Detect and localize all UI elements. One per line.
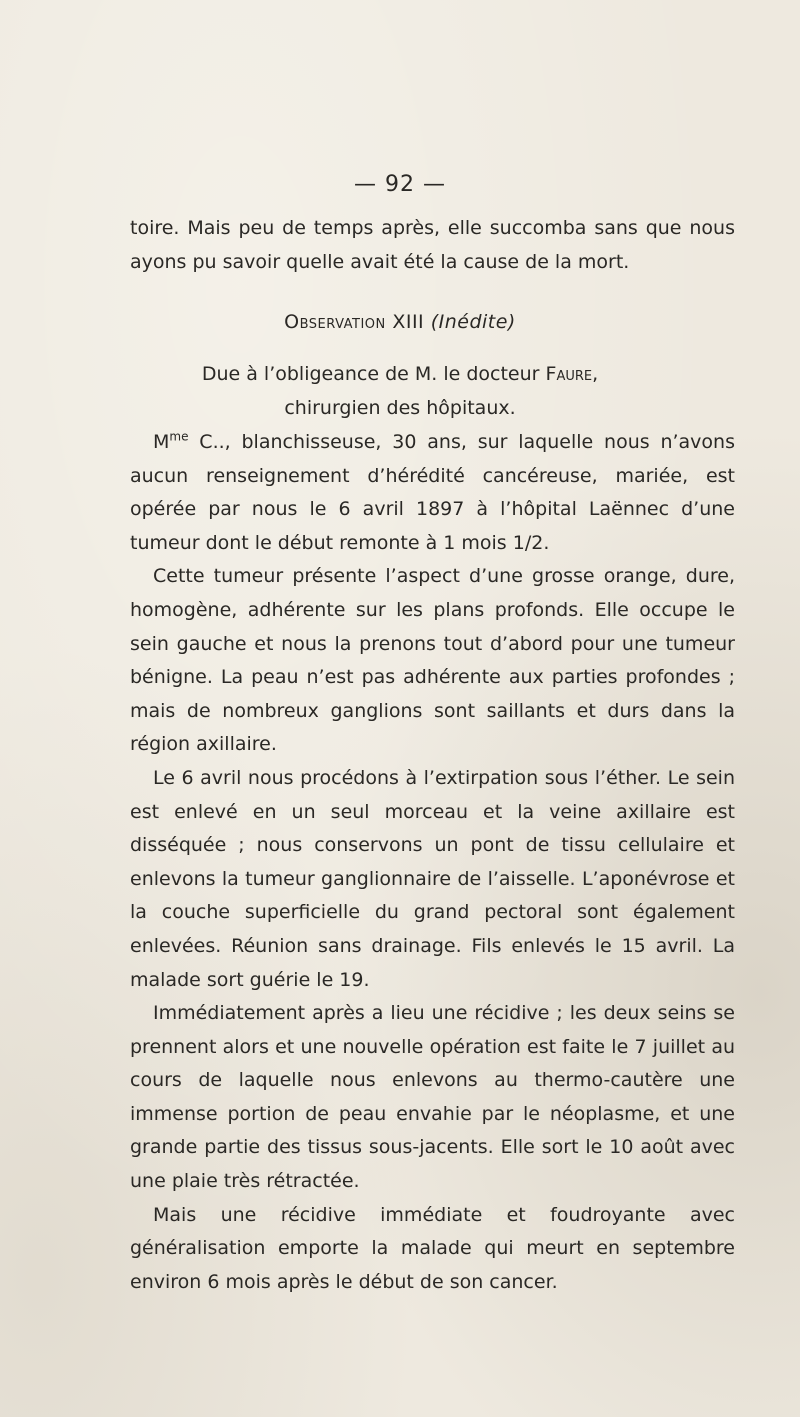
credit-suffix: ,: [592, 363, 599, 385]
credit-line-2: chirurgien des hôpitaux.: [284, 396, 516, 419]
credit-line-1: [0, 358, 800, 392]
observation-credit: [0, 358, 800, 425]
observation-number: XIII: [392, 311, 425, 333]
credit-prefix: Due à l’obligeance de M. le docteur: [201, 363, 546, 385]
observation-body: [130, 426, 735, 1299]
observation-status: (Inédite): [430, 311, 516, 333]
paragraph-recurrence: Immédiatement après a lieu une récidive ; les deux seins se prennent alors et une nouvelle opération est faite le 7 juillet au cours de laquelle nous enlevons au thermo-cautère une immense portion de peau envahie par le néoplasme, et une grande partie des tissus sous-jacents. Elle sort le 10 août avec une plaie très rétractée.: [130, 1002, 735, 1193]
doctor-name: Faure: [545, 363, 593, 385]
observation-label: Observation: [284, 311, 386, 333]
patient-title: M: [153, 431, 170, 453]
page-number: — 92 —: [354, 172, 446, 197]
observation-heading: [0, 311, 800, 333]
intro-paragraph: [130, 212, 735, 279]
patient-text: C.., blanchisseuse, 30 ans, sur laquelle nous n’avons aucun renseignement d’hérédité cancéreuse, mariée, est opérée par nous le 6 avril 1897 à l’hôpital Laënnec d’une tumeur dont le début remonte à 1 mois 1/2.: [130, 431, 735, 554]
paragraph-outcome: Mais une récidive immédiate et foudroyante avec généralisation emporte la malade qui meurt en septembre environ 6 mois après le début de son cancer.: [130, 1203, 735, 1293]
paragraph-tumor: Cette tumeur présente l’aspect d’une grosse orange, dure, homogène, adhérente sur les plans profonds. Elle occupe le sein gauche et nous la prenons tout d’abord pour une tumeur bénigne. La peau n’est pas adhérente aux parties profondes ; mais de nombreux ganglions sont saillants et durs dans la région axillaire.: [130, 565, 735, 756]
paragraph-patient: [130, 426, 735, 560]
paragraph-operation: Le 6 avril nous procédons à l’extirpation sous l’éther. Le sein est enlevé en un seul morceau et la veine axillaire est disséquée ; nous conservons un pont de tissu cellulaire et enlevons la tumeur ganglionnaire de l’aisselle. L’aponévrose et la couche superficielle du grand pectoral sont également enlevées. Réunion sans drainage. Fils enlevés le 15 avril. La malade sort guérie le 19.: [130, 766, 735, 991]
patient-title-sup: me: [169, 429, 189, 444]
intro-text: toire. Mais peu de temps après, elle succomba sans que nous ayons pu savoir quelle avait été la cause de la mort.: [130, 217, 735, 273]
